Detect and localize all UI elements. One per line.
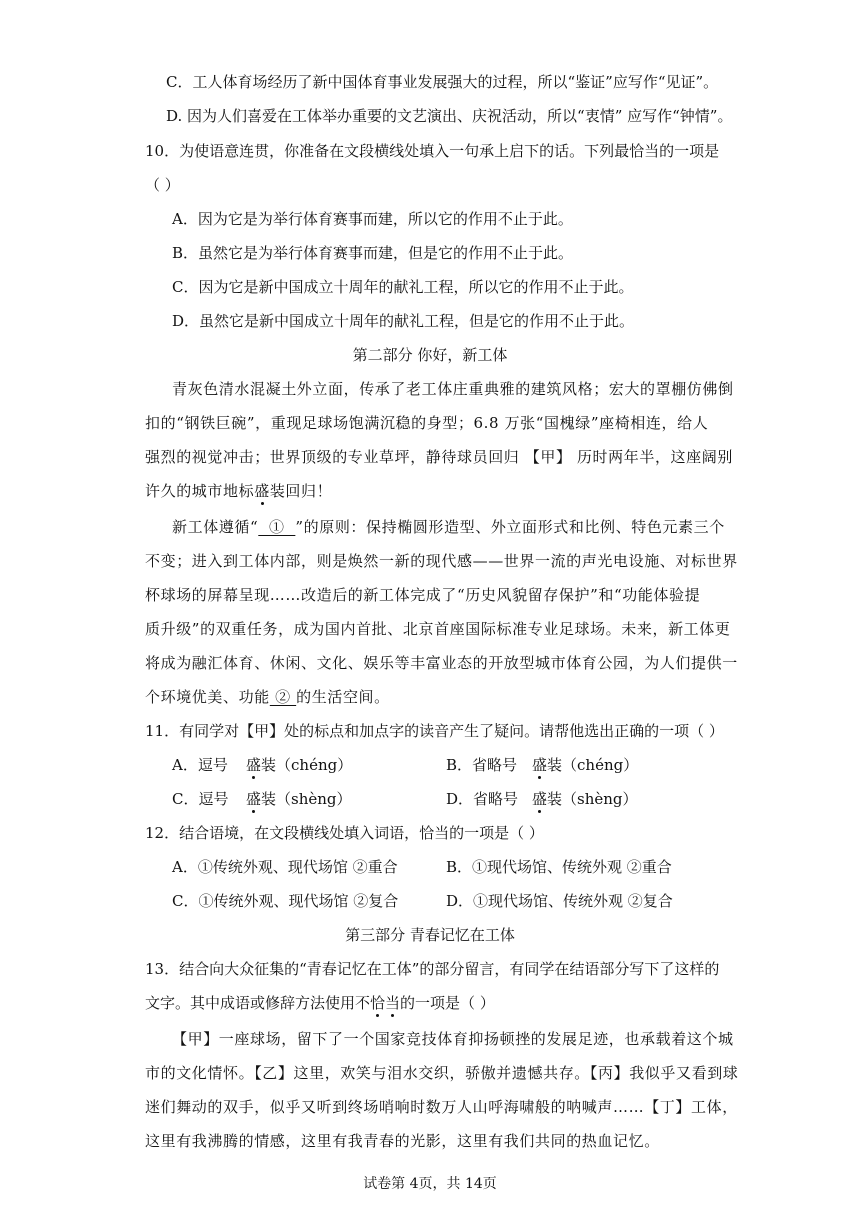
q12-option-a: A．①传统外观、现代场馆 ②重合	[172, 858, 398, 876]
q11-option-a-reading	[246, 755, 352, 775]
q13-passage-line4: 这里有我沸腾的情感，这里有我青春的光影，这里有我们共同的热血记忆。	[145, 1132, 660, 1150]
q10-option-b: B．虽然它是为举行体育赛事而建，但是它的作用不止于此。	[172, 244, 574, 262]
part2-p2-line3: 杯球场的屏幕呈现……改造后的新工体完成了“历史风貌留存保护”和“功能体验提	[145, 586, 701, 604]
q11-a-dot-char: 盛	[246, 756, 262, 774]
blank-2: ②	[269, 688, 297, 706]
q11-option-c-label: C．逗号	[172, 790, 229, 808]
part2-p1-line4	[145, 481, 332, 501]
p2-line1-text-b: ”的原则：保持椭圆形造型、外立面形式和比例、特色元素三个	[295, 518, 725, 536]
part2-p1-line2: 扣的“钢铁巨碗”，重现足球场饱满沉稳的身型；6.8 万张“国槐绿”座椅相连，给人	[145, 414, 709, 432]
prev-option-d: D. 因为人们喜爱在工体举办重要的文艺演出、庆祝活动，所以“衷情” 应写作“钟情”。	[166, 107, 733, 125]
q10-option-a: A．因为它是为举行体育赛事而建，所以它的作用不止于此。	[172, 210, 573, 228]
q11-c-dot-char: 盛	[246, 790, 262, 808]
part2-p2-line6	[145, 687, 390, 707]
q11-option-d-reading	[532, 789, 638, 809]
q12-option-c: C．①传统外观、现代场馆 ②复合	[172, 892, 399, 910]
blank-1: ①	[258, 518, 296, 536]
q10-stem-line2: （ ）	[145, 176, 180, 194]
q11-option-b-reading	[532, 755, 638, 775]
q11-option-d-label: D．省略号	[446, 790, 519, 808]
q10-option-c: C．因为它是新中国成立十周年的献礼工程，所以它的作用不止于此。	[172, 278, 634, 296]
q11-stem: 11．有同学对【甲】处的标点和加点字的读音产生了疑问。请帮他选出正确的一项（ ）	[145, 722, 724, 740]
part2-p2-line1	[172, 517, 725, 537]
part2-p2-line4: 质升级”的双重任务，成为国内首批、北京首座国际标准专业足球场。未来，新工体更	[145, 620, 731, 638]
q12-option-b: B．①现代场馆、传统外观 ②重合	[446, 858, 672, 876]
q11-option-c-reading	[246, 789, 352, 809]
p2-line6-text-a: 个环境优美、功能	[145, 688, 270, 706]
q13-emphasis-char-1: 恰	[370, 994, 386, 1012]
q13-passage-line2: 市的文化情怀。【乙】这里，欢笑与泪水交织，骄傲并遗憾共存。【丙】我似乎又看到球	[145, 1064, 739, 1082]
q13-stem2-text-a: 文字。其中成语或修辞方法使用不	[145, 994, 371, 1012]
q11-option-b-label: B．省略号	[446, 756, 518, 774]
p1-line4-text-b: 装回归！	[269, 482, 333, 500]
q11-b-dot-char: 盛	[532, 756, 548, 774]
part2-p1-line1: 青灰色清水混凝土外立面，传承了老工体庄重典雅的建筑风格；宏大的罩棚仿佛倒	[172, 380, 734, 398]
part2-title: 第二部分 你好，新工体	[352, 346, 508, 364]
p2-line6-text-b: 的生活空间。	[296, 688, 390, 706]
q11-c-pinyin: 装（shèng）	[261, 790, 352, 808]
q11-option-a-label: A．逗号	[172, 756, 228, 774]
emphasis-char: 盛	[254, 482, 270, 500]
part2-p1-line3: 强烈的视觉冲击；世界顶级的专业草坪，静待球员回归 【甲】 历时两年半，这座阔别	[145, 448, 733, 466]
part3-title: 第三部分 青春记忆在工体	[345, 926, 515, 944]
q13-stem-line2	[145, 993, 495, 1013]
part2-p2-line5: 将成为融汇体育、休闲、文化、娱乐等丰富业态的开放型城市体育公园，为人们提供一	[145, 654, 738, 672]
p1-line4-text-a: 许久的城市地标	[145, 482, 255, 500]
part2-p2-line2: 不变；进入到工体内部，则是焕然一新的现代感——世界一流的声光电设施、对标世界	[145, 552, 738, 570]
q13-passage-line1: 【甲】一座球场，留下了一个国家竞技体育抑扬顿挫的发展足迹，也承载着这个城	[172, 1030, 734, 1048]
q13-emphasis-char-2: 当	[385, 994, 401, 1012]
q13-stem-line1: 13．结合向大众征集的“青春记忆在工体”的部分留言，有同学在结语部分写下了这样的	[145, 960, 720, 978]
q12-option-d: D．①现代场馆、传统外观 ②复合	[446, 892, 673, 910]
q11-b-pinyin: 装（chéng）	[547, 756, 639, 774]
page-footer: 试卷第 4页，共 14页	[363, 1176, 497, 1192]
q12-stem: 12．结合语境，在文段横线处填入词语，恰当的一项是（ ）	[145, 824, 544, 842]
q11-d-pinyin: 装（shèng）	[547, 790, 638, 808]
p2-line1-text-a: 新工体遵循“	[172, 518, 259, 536]
q13-stem2-text-b: 的一项是（ ）	[400, 994, 495, 1012]
q11-a-pinyin: 装（chéng）	[261, 756, 353, 774]
q10-option-d: D．虽然它是新中国成立十周年的献礼工程，但是它的作用不止于此。	[172, 312, 635, 330]
q11-d-dot-char: 盛	[532, 790, 548, 808]
prev-option-c: C．工人体育场经历了新中国体育事业发展强大的过程，所以“鉴证”应写作“见证”。	[166, 73, 719, 91]
q13-passage-line3: 迷们舞动的双手，似乎又听到终场哨响时数万人山呼海啸般的呐喊声……【丁】工体，	[145, 1098, 738, 1116]
q10-stem-line1: 10．为使语意连贯，你准备在文段横线处填入一句承上启下的话。下列最恰当的一项是	[145, 142, 720, 160]
